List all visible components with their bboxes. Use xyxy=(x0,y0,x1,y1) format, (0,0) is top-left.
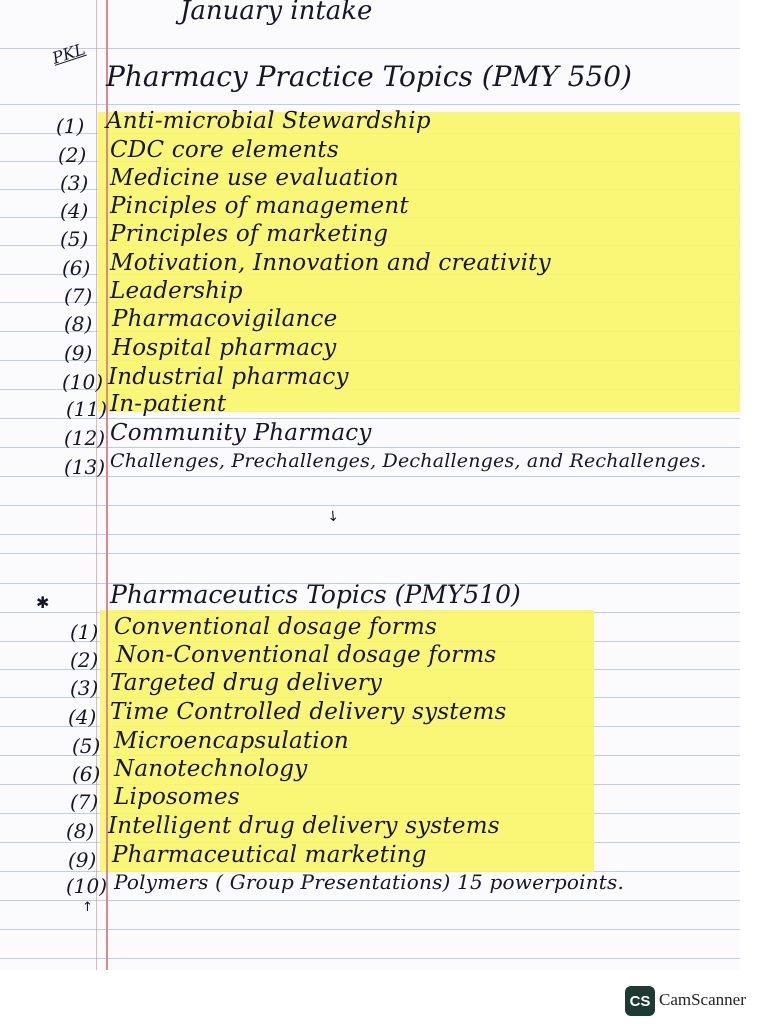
list-number: (1) xyxy=(70,620,99,644)
list-number: (9) xyxy=(64,341,93,365)
list-item: Pharmaceutical marketing xyxy=(112,842,427,868)
list-number: (2) xyxy=(70,648,99,672)
list-item: Conventional dosage forms xyxy=(114,614,438,640)
list-number: (10) xyxy=(62,370,104,394)
list-item: Industrial pharmacy xyxy=(108,364,349,390)
list-number: (5) xyxy=(72,734,101,758)
camscanner-logo-icon: CS xyxy=(625,986,655,1016)
list-number: (8) xyxy=(66,819,95,843)
list-item: Non-Conventional dosage forms xyxy=(116,642,497,668)
list-item: Pharmacovigilance xyxy=(112,306,338,332)
ruled-line xyxy=(0,447,740,448)
ruled-line xyxy=(0,104,740,105)
ruled-line xyxy=(0,534,740,535)
list-item: Medicine use evaluation xyxy=(110,165,399,191)
list-number: (11) xyxy=(66,397,108,421)
list-item: Liposomes xyxy=(114,784,240,810)
ruled-line xyxy=(0,48,740,49)
intake-heading: January intake xyxy=(180,0,373,26)
list-number: (12) xyxy=(64,426,106,450)
ruled-line xyxy=(0,505,740,506)
ruled-line xyxy=(0,418,740,419)
list-number: (2) xyxy=(58,143,87,167)
list-number: (3) xyxy=(70,676,99,700)
list-item: Challenges, Prechallenges, Dechallenges, and Rechallenges. xyxy=(110,450,707,472)
list-item: Hospital pharmacy xyxy=(112,335,337,361)
list-number: (1) xyxy=(56,114,85,138)
ruled-line xyxy=(0,476,740,477)
initials: PKL xyxy=(49,39,88,68)
list-number: (6) xyxy=(62,256,91,280)
list-item: Pinciples of management xyxy=(110,193,409,219)
ruled-line xyxy=(0,900,740,901)
list-item: Anti-microbial Stewardship xyxy=(106,108,431,134)
list-number: (4) xyxy=(60,199,89,223)
list-number: (7) xyxy=(70,790,99,814)
list-number: (4) xyxy=(68,705,97,729)
list-item: CDC core elements xyxy=(110,137,339,163)
list-item: Microencapsulation xyxy=(114,728,349,754)
list-number: (13) xyxy=(64,455,106,479)
section-1-title: Pharmacy Practice Topics (PMY 550) xyxy=(106,60,632,93)
list-item: Polymers ( Group Presentations) 15 powerpoints. xyxy=(114,870,625,894)
list-item: Targeted drug delivery xyxy=(110,670,383,696)
list-item: Motivation, Innovation and creativity xyxy=(110,250,551,276)
list-number: (8) xyxy=(64,312,93,336)
list-item: Time Controlled delivery systems xyxy=(110,699,507,725)
list-number: (3) xyxy=(60,171,89,195)
asterisk-mark: ✱ xyxy=(36,593,50,612)
list-number: (9) xyxy=(68,848,97,872)
list-item: Intelligent drug delivery systems xyxy=(108,813,500,839)
ruled-line xyxy=(0,553,740,554)
stray-mark: ↘ xyxy=(323,506,343,526)
ruled-line xyxy=(0,929,740,930)
ruled-line xyxy=(0,958,740,959)
list-item: Principles of marketing xyxy=(110,221,389,247)
margin-line xyxy=(96,0,97,970)
list-number: (6) xyxy=(72,762,101,786)
list-item: Leadership xyxy=(110,278,243,304)
section-2-title: Pharmaceutics Topics (PMY510) xyxy=(110,580,521,609)
list-item: In-patient xyxy=(110,391,227,417)
list-item: Nanotechnology xyxy=(114,756,308,782)
list-number: (7) xyxy=(64,284,93,308)
list-number: (5) xyxy=(60,227,89,251)
stray-mark: ↑ xyxy=(82,900,93,915)
camscanner-brand: CamScanner xyxy=(659,990,746,1009)
list-number: (10) xyxy=(66,874,108,898)
list-item: Community Pharmacy xyxy=(110,420,372,446)
